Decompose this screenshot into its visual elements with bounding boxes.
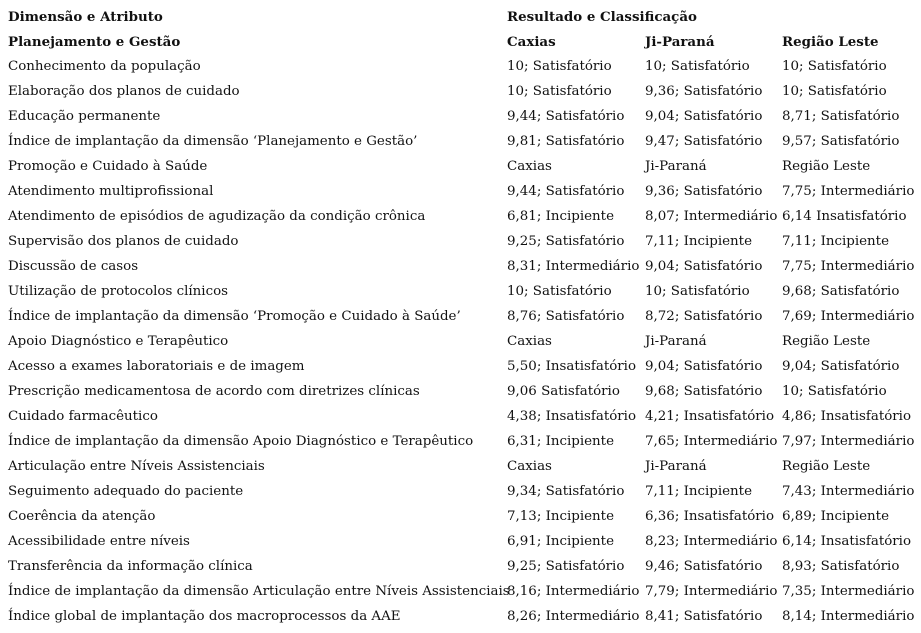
cell-regiao-leste: 10; Satisfatório bbox=[782, 59, 887, 74]
table-row bbox=[8, 504, 921, 529]
table-row bbox=[8, 129, 921, 154]
cell-caxias: 10; Satisfatório bbox=[507, 84, 612, 99]
row-label: Prescrição medicamentosa de acordo com diretrizes clínicas bbox=[8, 384, 420, 399]
row-label: Promoção e Cuidado à Saúde bbox=[8, 159, 208, 174]
table-row bbox=[8, 229, 921, 254]
cell-regiao-leste: 8,71; Satisfatório bbox=[782, 109, 900, 124]
cell-regiao-leste: 4,86; Insatisfatório bbox=[782, 409, 912, 424]
cell-ji-parana: 9,04; Satisfatório bbox=[645, 259, 763, 274]
cell-ji-parana: 9,47; Satisfatório bbox=[645, 134, 763, 149]
cell-ji-parana: 6,36; Insatisfatório bbox=[645, 509, 775, 524]
table-row bbox=[8, 304, 921, 329]
cell-caxias: 6,91; Incipiente bbox=[507, 534, 614, 549]
header-dimension: Dimensão e Atributo bbox=[8, 8, 163, 25]
cell-regiao-leste: 8,93; Satisfatório bbox=[782, 559, 900, 574]
cell-regiao-leste: 6,14 Insatisfatório bbox=[782, 209, 907, 224]
cell-caxias: 10; Satisfatório bbox=[507, 284, 612, 299]
table-row bbox=[8, 254, 921, 279]
cell-caxias: 9,81; Satisfatório bbox=[507, 134, 625, 149]
cell-ji-parana: 7,11; Incipiente bbox=[645, 234, 752, 249]
table-row bbox=[8, 604, 921, 629]
row-label: Utilização de protocolos clínicos bbox=[8, 284, 229, 299]
table-row bbox=[8, 429, 921, 454]
cell-regiao-leste: 6,14; Insatisfatório bbox=[782, 534, 912, 549]
table-row bbox=[8, 554, 921, 579]
table-row bbox=[8, 104, 921, 129]
row-label: Discussão de casos bbox=[8, 259, 139, 274]
cell-ji-parana: 10; Satisfatório bbox=[645, 59, 750, 74]
cell-regiao-leste: 7,75; Intermediário bbox=[782, 184, 915, 199]
cell-caxias: 6,81; Incipiente bbox=[507, 209, 614, 224]
row-label: Coerência da atenção bbox=[8, 509, 156, 524]
cell-caxias: 5,50; Insatisfatório bbox=[507, 359, 637, 374]
cell-regiao-leste: 7,97; Intermediário bbox=[782, 434, 915, 449]
cell-regiao-leste: 10; Satisfatório bbox=[782, 384, 887, 399]
cell-ji-parana: Ji-Paraná bbox=[645, 459, 707, 474]
table-row bbox=[8, 479, 921, 504]
cell-ji-parana: 4,21; Insatisfatório bbox=[645, 409, 775, 424]
row-label: Educação permanente bbox=[8, 109, 161, 124]
row-label: Conhecimento da população bbox=[8, 59, 201, 74]
table-row bbox=[8, 529, 921, 554]
row-label: Cuidado farmacêutico bbox=[8, 409, 158, 424]
cell-regiao-leste: Região Leste bbox=[782, 33, 879, 50]
table-row bbox=[8, 379, 921, 404]
cell-regiao-leste: Região Leste bbox=[782, 334, 871, 349]
table-row bbox=[8, 179, 921, 204]
cell-regiao-leste: 7,69; Intermediário bbox=[782, 309, 915, 324]
cell-ji-parana: 9,36; Satisfatório bbox=[645, 184, 763, 199]
row-label: Apoio Diagnóstico e Terapêutico bbox=[8, 334, 229, 349]
cell-ji-parana: 7,65; Intermediário bbox=[645, 434, 778, 449]
cell-caxias: 9,34; Satisfatório bbox=[507, 484, 625, 499]
cell-regiao-leste: 7,35; Intermediário bbox=[782, 584, 915, 599]
cell-caxias: 8,31; Intermediário bbox=[507, 259, 640, 274]
cell-ji-parana: 9,04; Satisfatório bbox=[645, 359, 763, 374]
cell-caxias: 4,38; Insatisfatório bbox=[507, 409, 637, 424]
cell-regiao-leste: 9,57; Satisfatório bbox=[782, 134, 900, 149]
table-row bbox=[8, 54, 921, 79]
table-row bbox=[8, 329, 921, 354]
cell-regiao-leste: 6,89; Incipiente bbox=[782, 509, 889, 524]
cell-ji-parana: 8,23; Intermediário bbox=[645, 534, 778, 549]
cell-regiao-leste: 7,43; Intermediário bbox=[782, 484, 915, 499]
row-label: Índice de implantação da dimensão ‘Planejamento e Gestão’ bbox=[8, 134, 418, 149]
cell-caxias: 9,25; Satisfatório bbox=[507, 234, 625, 249]
row-label: Seguimento adequado do paciente bbox=[8, 484, 244, 499]
cell-ji-parana: 9,68; Satisfatório bbox=[645, 384, 763, 399]
cell-regiao-leste: 7,75; Intermediário bbox=[782, 259, 915, 274]
cell-caxias: Caxias bbox=[507, 459, 552, 474]
table-row bbox=[8, 279, 921, 304]
row-label: Supervisão dos planos de cuidado bbox=[8, 234, 239, 249]
cell-ji-parana: 8,07; Intermediário bbox=[645, 209, 778, 224]
cell-caxias: Caxias bbox=[507, 159, 552, 174]
table-row bbox=[8, 404, 921, 429]
section-header-row bbox=[8, 29, 921, 54]
row-label: Acessibilidade entre níveis bbox=[8, 534, 190, 549]
cell-regiao-leste: 8,14; Intermediário bbox=[782, 609, 915, 624]
cell-caxias: 8,76; Satisfatório bbox=[507, 309, 625, 324]
row-label: Atendimento multiprofissional bbox=[8, 184, 214, 199]
cell-regiao-leste: Região Leste bbox=[782, 459, 871, 474]
cell-ji-parana: Ji-Paraná bbox=[645, 334, 707, 349]
cell-ji-parana: Ji-Paraná bbox=[645, 33, 715, 50]
table-row bbox=[8, 154, 921, 179]
row-label: Atendimento de episódios de agudização da condição crônica bbox=[8, 209, 426, 224]
cell-caxias: 9,25; Satisfatório bbox=[507, 559, 625, 574]
row-label: Acesso a exames laboratoriais e de imagem bbox=[8, 359, 305, 374]
results-table bbox=[8, 4, 921, 629]
cell-caxias: 9,44; Satisfatório bbox=[507, 109, 625, 124]
cell-ji-parana: 7,79; Intermediário bbox=[645, 584, 778, 599]
row-label: Índice de implantação da dimensão Articulação entre Níveis Assistenciais bbox=[8, 584, 510, 599]
cell-ji-parana: Ji-Paraná bbox=[645, 159, 707, 174]
cell-caxias: 7,13; Incipiente bbox=[507, 509, 614, 524]
cell-regiao-leste: 9,04; Satisfatório bbox=[782, 359, 900, 374]
cell-ji-parana: 9,46; Satisfatório bbox=[645, 559, 763, 574]
cell-ji-parana: 8,72; Satisfatório bbox=[645, 309, 763, 324]
table-row bbox=[8, 79, 921, 104]
table-row bbox=[8, 204, 921, 229]
cell-regiao-leste: 9,68; Satisfatório bbox=[782, 284, 900, 299]
cell-ji-parana: 10; Satisfatório bbox=[645, 284, 750, 299]
cell-caxias: 8,26; Intermediário bbox=[507, 609, 640, 624]
cell-caxias: 9,44; Satisfatório bbox=[507, 184, 625, 199]
cell-regiao-leste: 7,11; Incipiente bbox=[782, 234, 889, 249]
cell-ji-parana: 7,11; Incipiente bbox=[645, 484, 752, 499]
row-label: Transferência da informação clínica bbox=[8, 559, 253, 574]
row-label: Índice global de implantação dos macroprocessos da AAE bbox=[8, 609, 401, 624]
cell-ji-parana: 8,41; Satisfatório bbox=[645, 609, 763, 624]
table-row bbox=[8, 354, 921, 379]
cell-caxias: Caxias bbox=[507, 334, 552, 349]
cell-caxias: 10; Satisfatório bbox=[507, 59, 612, 74]
row-label: Elaboração dos planos de cuidado bbox=[8, 84, 240, 99]
cell-regiao-leste: Região Leste bbox=[782, 159, 871, 174]
cell-caxias: 8,16; Intermediário bbox=[507, 584, 640, 599]
table-row bbox=[8, 454, 921, 479]
row-label: Índice de implantação da dimensão Apoio Diagnóstico e Terapêutico bbox=[8, 434, 474, 449]
row-label: Articulação entre Níveis Assistenciais bbox=[8, 459, 265, 474]
row-label: Índice de implantação da dimensão ‘Promoção e Cuidado à Saúde’ bbox=[8, 309, 461, 324]
cell-caxias: 9,06 Satisfatório bbox=[507, 384, 620, 399]
cell-regiao-leste: 10; Satisfatório bbox=[782, 84, 887, 99]
header-result: Resultado e Classificação bbox=[507, 8, 697, 25]
cell-ji-parana: 9,36; Satisfatório bbox=[645, 84, 763, 99]
cell-ji-parana: 9,04; Satisfatório bbox=[645, 109, 763, 124]
table-row bbox=[8, 579, 921, 604]
cell-caxias: Caxias bbox=[507, 33, 556, 50]
table-header-row bbox=[8, 4, 921, 29]
row-label: Planejamento e Gestão bbox=[8, 33, 181, 50]
results-table-body bbox=[8, 4, 921, 629]
cell-caxias: 6,31; Incipiente bbox=[507, 434, 614, 449]
